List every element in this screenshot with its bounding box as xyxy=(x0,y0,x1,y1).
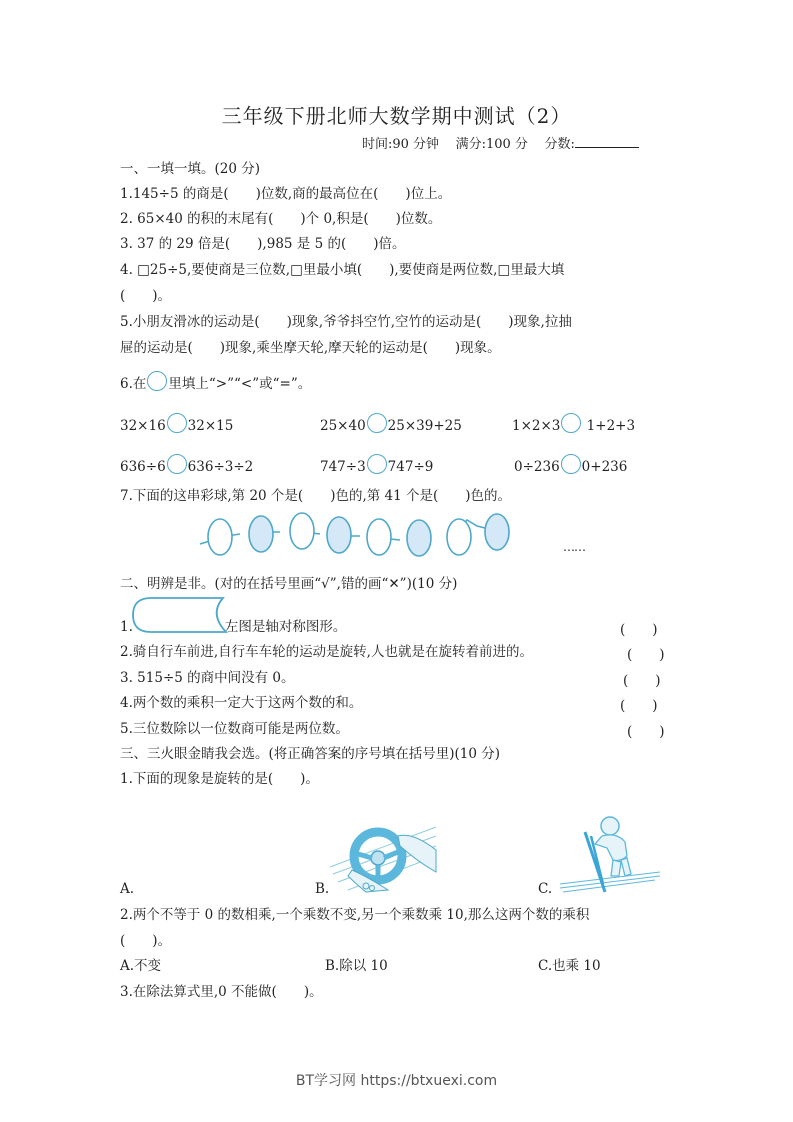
compare-circle[interactable] xyxy=(367,413,387,433)
compare-circle[interactable] xyxy=(167,413,187,433)
s1-question-7: 7.下面的这串彩球,第 20 个是( )色的,第 41 个是( )色的。 xyxy=(120,488,512,504)
option-c[interactable]: C. xyxy=(538,881,553,897)
bead-string-illustration xyxy=(195,508,575,558)
compare-circle[interactable] xyxy=(561,413,581,433)
circle-icon xyxy=(147,371,167,391)
score-blank[interactable] xyxy=(575,135,639,148)
s1-question-1: 1.145÷5 的商是( )位数,商的最高位在( )位上。 xyxy=(120,186,452,202)
s1-question-2: 2. 65×40 的积的末尾有( )个 0,积是( )位数。 xyxy=(120,211,442,227)
score-label: 分数: xyxy=(544,137,575,152)
s2-question-5: 5.三位数除以一位数商可能是两位数。 xyxy=(120,721,349,737)
s1-question-5-cont: 屉的运动是( )现象,乘坐摩天轮,摩天轮的运动是( )现象。 xyxy=(120,340,501,356)
s2-question-2: 2.骑自行车前进,自行车车轮的运动是旋转,人也就是在旋转着前进的。 xyxy=(120,644,533,660)
compare-item: 0÷236 0+236 xyxy=(514,454,627,475)
s2-question-4: 4.两个数的乘积一定大于这两个数的和。 xyxy=(120,695,363,711)
s3-question-1: 1.下面的现象是旋转的是( )。 xyxy=(120,771,319,787)
s1-question-4: 4. □25÷5,要使商是三位数,□里最小填( ),要使商是两位数,□里最大填 xyxy=(120,262,565,278)
section3-heading: 三、三火眼金睛我会选。(将正确答案的序号填在括号里)(10 分) xyxy=(120,746,501,762)
section1-heading: 一、一填一填。(20 分) xyxy=(120,161,261,177)
answer-paren[interactable]: ( ) xyxy=(627,724,665,740)
answer-paren[interactable]: ( ) xyxy=(623,673,661,689)
compare-item: 32×16 32×15 xyxy=(120,413,233,434)
q6-prefix: 6.在 xyxy=(120,376,147,392)
s1-question-6 xyxy=(120,371,311,393)
compare-item: 636÷6 636÷3÷2 xyxy=(120,454,253,475)
s3-question-2: 2.两个不等于 0 的数相乘,一个乘数不变,另一个乘数乘 10,那么这两个数的乘积 xyxy=(120,907,590,923)
footer-watermark: BT学习网 https://btxuexi.com xyxy=(295,1073,498,1089)
section2-heading: 二、明辨是非。(对的在括号里画“√”,错的画“✕”)(10 分) xyxy=(120,576,458,592)
compare-item: 747÷3 747÷9 xyxy=(320,454,433,475)
compare-item: 25×40 25×39+25 xyxy=(320,413,462,434)
compare-item: 1×2×3 1+2+3 xyxy=(512,413,635,434)
half-shape-illustration xyxy=(131,596,231,636)
q2-option-b[interactable]: B.除以 10 xyxy=(325,958,388,974)
s3-question-3: 3.在除法算式里,0 不能做( )。 xyxy=(120,984,323,1000)
full-score: 满分:100 分 xyxy=(455,137,528,152)
compare-circle[interactable] xyxy=(367,454,387,474)
option-b[interactable]: B. xyxy=(315,881,330,897)
page-title: 三年级下册北师大数学期中测试（2） xyxy=(221,104,572,128)
q2-option-c[interactable]: C.也乘 10 xyxy=(538,958,601,974)
option-a[interactable]: A. xyxy=(120,881,135,897)
s1-question-3: 3. 37 的 29 倍是( ),985 是 5 的( )倍。 xyxy=(120,236,406,252)
answer-paren[interactable]: ( ) xyxy=(620,698,658,714)
bead-ellipsis: …… xyxy=(563,540,585,554)
compare-circle[interactable] xyxy=(561,454,581,474)
exam-meta xyxy=(362,133,639,152)
s3-question-2-cont: ( )。 xyxy=(120,933,172,949)
skier-illustration xyxy=(555,814,665,896)
answer-paren[interactable]: ( ) xyxy=(620,622,658,638)
s2-question-1: 1. 左图是轴对称图形。 xyxy=(120,619,347,635)
answer-paren[interactable]: ( ) xyxy=(627,647,665,663)
compare-circle[interactable] xyxy=(167,454,187,474)
s1-question-4-cont: ( )。 xyxy=(120,288,172,304)
s2-question-3: 3. 515÷5 的商中间没有 0。 xyxy=(120,670,295,686)
time-limit: 时间:90 分钟 xyxy=(362,137,440,152)
s1-question-5: 5.小朋友滑冰的运动是( )现象,爷爷抖空竹,空竹的运动是( )现象,拉抽 xyxy=(120,314,572,330)
q2-option-a[interactable]: A.不变 xyxy=(120,958,162,974)
q6-suffix: 里填上“>”“<”或“=”。 xyxy=(168,376,312,392)
steering-wheel-illustration xyxy=(328,822,438,894)
